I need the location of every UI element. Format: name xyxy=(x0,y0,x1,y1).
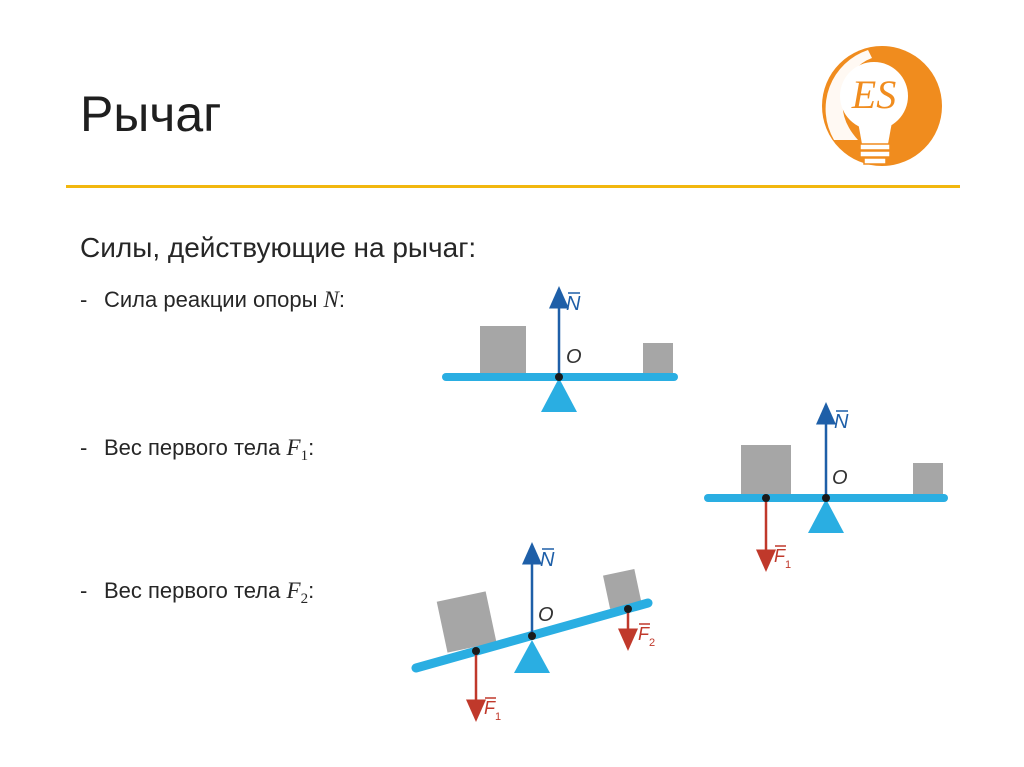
force1-label: F xyxy=(774,546,785,566)
fulcrum-triangle xyxy=(541,378,577,412)
force2-label: F xyxy=(638,624,649,644)
normal-force-label: N xyxy=(566,293,581,315)
item-suffix: : xyxy=(338,287,345,312)
item-suffix: : xyxy=(308,435,315,460)
lever-diagram-normal xyxy=(442,293,678,412)
pivot-point xyxy=(822,494,830,502)
heavy-block xyxy=(741,445,791,497)
fulcrum-triangle xyxy=(808,499,844,533)
force1-subscript: 1 xyxy=(495,711,502,723)
light-block xyxy=(913,463,943,497)
item-text: Вес первого тела xyxy=(104,435,287,460)
forces-heading: Силы, действующие на рычаг: xyxy=(80,232,477,263)
fulcrum-triangle xyxy=(514,640,550,673)
force-application-point xyxy=(472,647,480,655)
force2-subscript: 2 xyxy=(649,637,656,649)
item-suffix: : xyxy=(308,578,315,603)
force-application-point xyxy=(762,494,770,502)
force1-subscript: 1 xyxy=(785,559,792,571)
logo-text: ES xyxy=(851,72,897,117)
item-subscript: 2 xyxy=(300,591,309,607)
pivot-point xyxy=(555,373,563,381)
item-symbol: N xyxy=(323,287,339,312)
force-application-point xyxy=(624,605,632,613)
force1-label: F xyxy=(484,698,495,718)
light-block xyxy=(643,343,673,376)
bullet-dash: - xyxy=(80,435,88,460)
item-text: Сила реакции опоры xyxy=(104,287,324,312)
heavy-block xyxy=(480,326,526,376)
lever-diagram-weight-f2 xyxy=(416,549,655,723)
normal-force-label: N xyxy=(834,411,849,433)
slide-title: Рычаг xyxy=(80,86,222,142)
pivot-label: O xyxy=(538,604,554,626)
bullet-dash: - xyxy=(80,578,88,603)
item-symbol: F xyxy=(286,435,301,460)
pivot-label: O xyxy=(566,346,582,368)
item-symbol: F xyxy=(286,578,301,603)
bullet-dash: - xyxy=(80,287,88,312)
normal-force-label: N xyxy=(540,549,555,571)
pivot-point xyxy=(528,632,536,640)
item-subscript: 1 xyxy=(300,448,309,464)
pivot-label: O xyxy=(832,467,848,489)
lever-diagram-weight-f1 xyxy=(704,411,948,571)
item-text: Вес первого тела xyxy=(104,578,287,603)
